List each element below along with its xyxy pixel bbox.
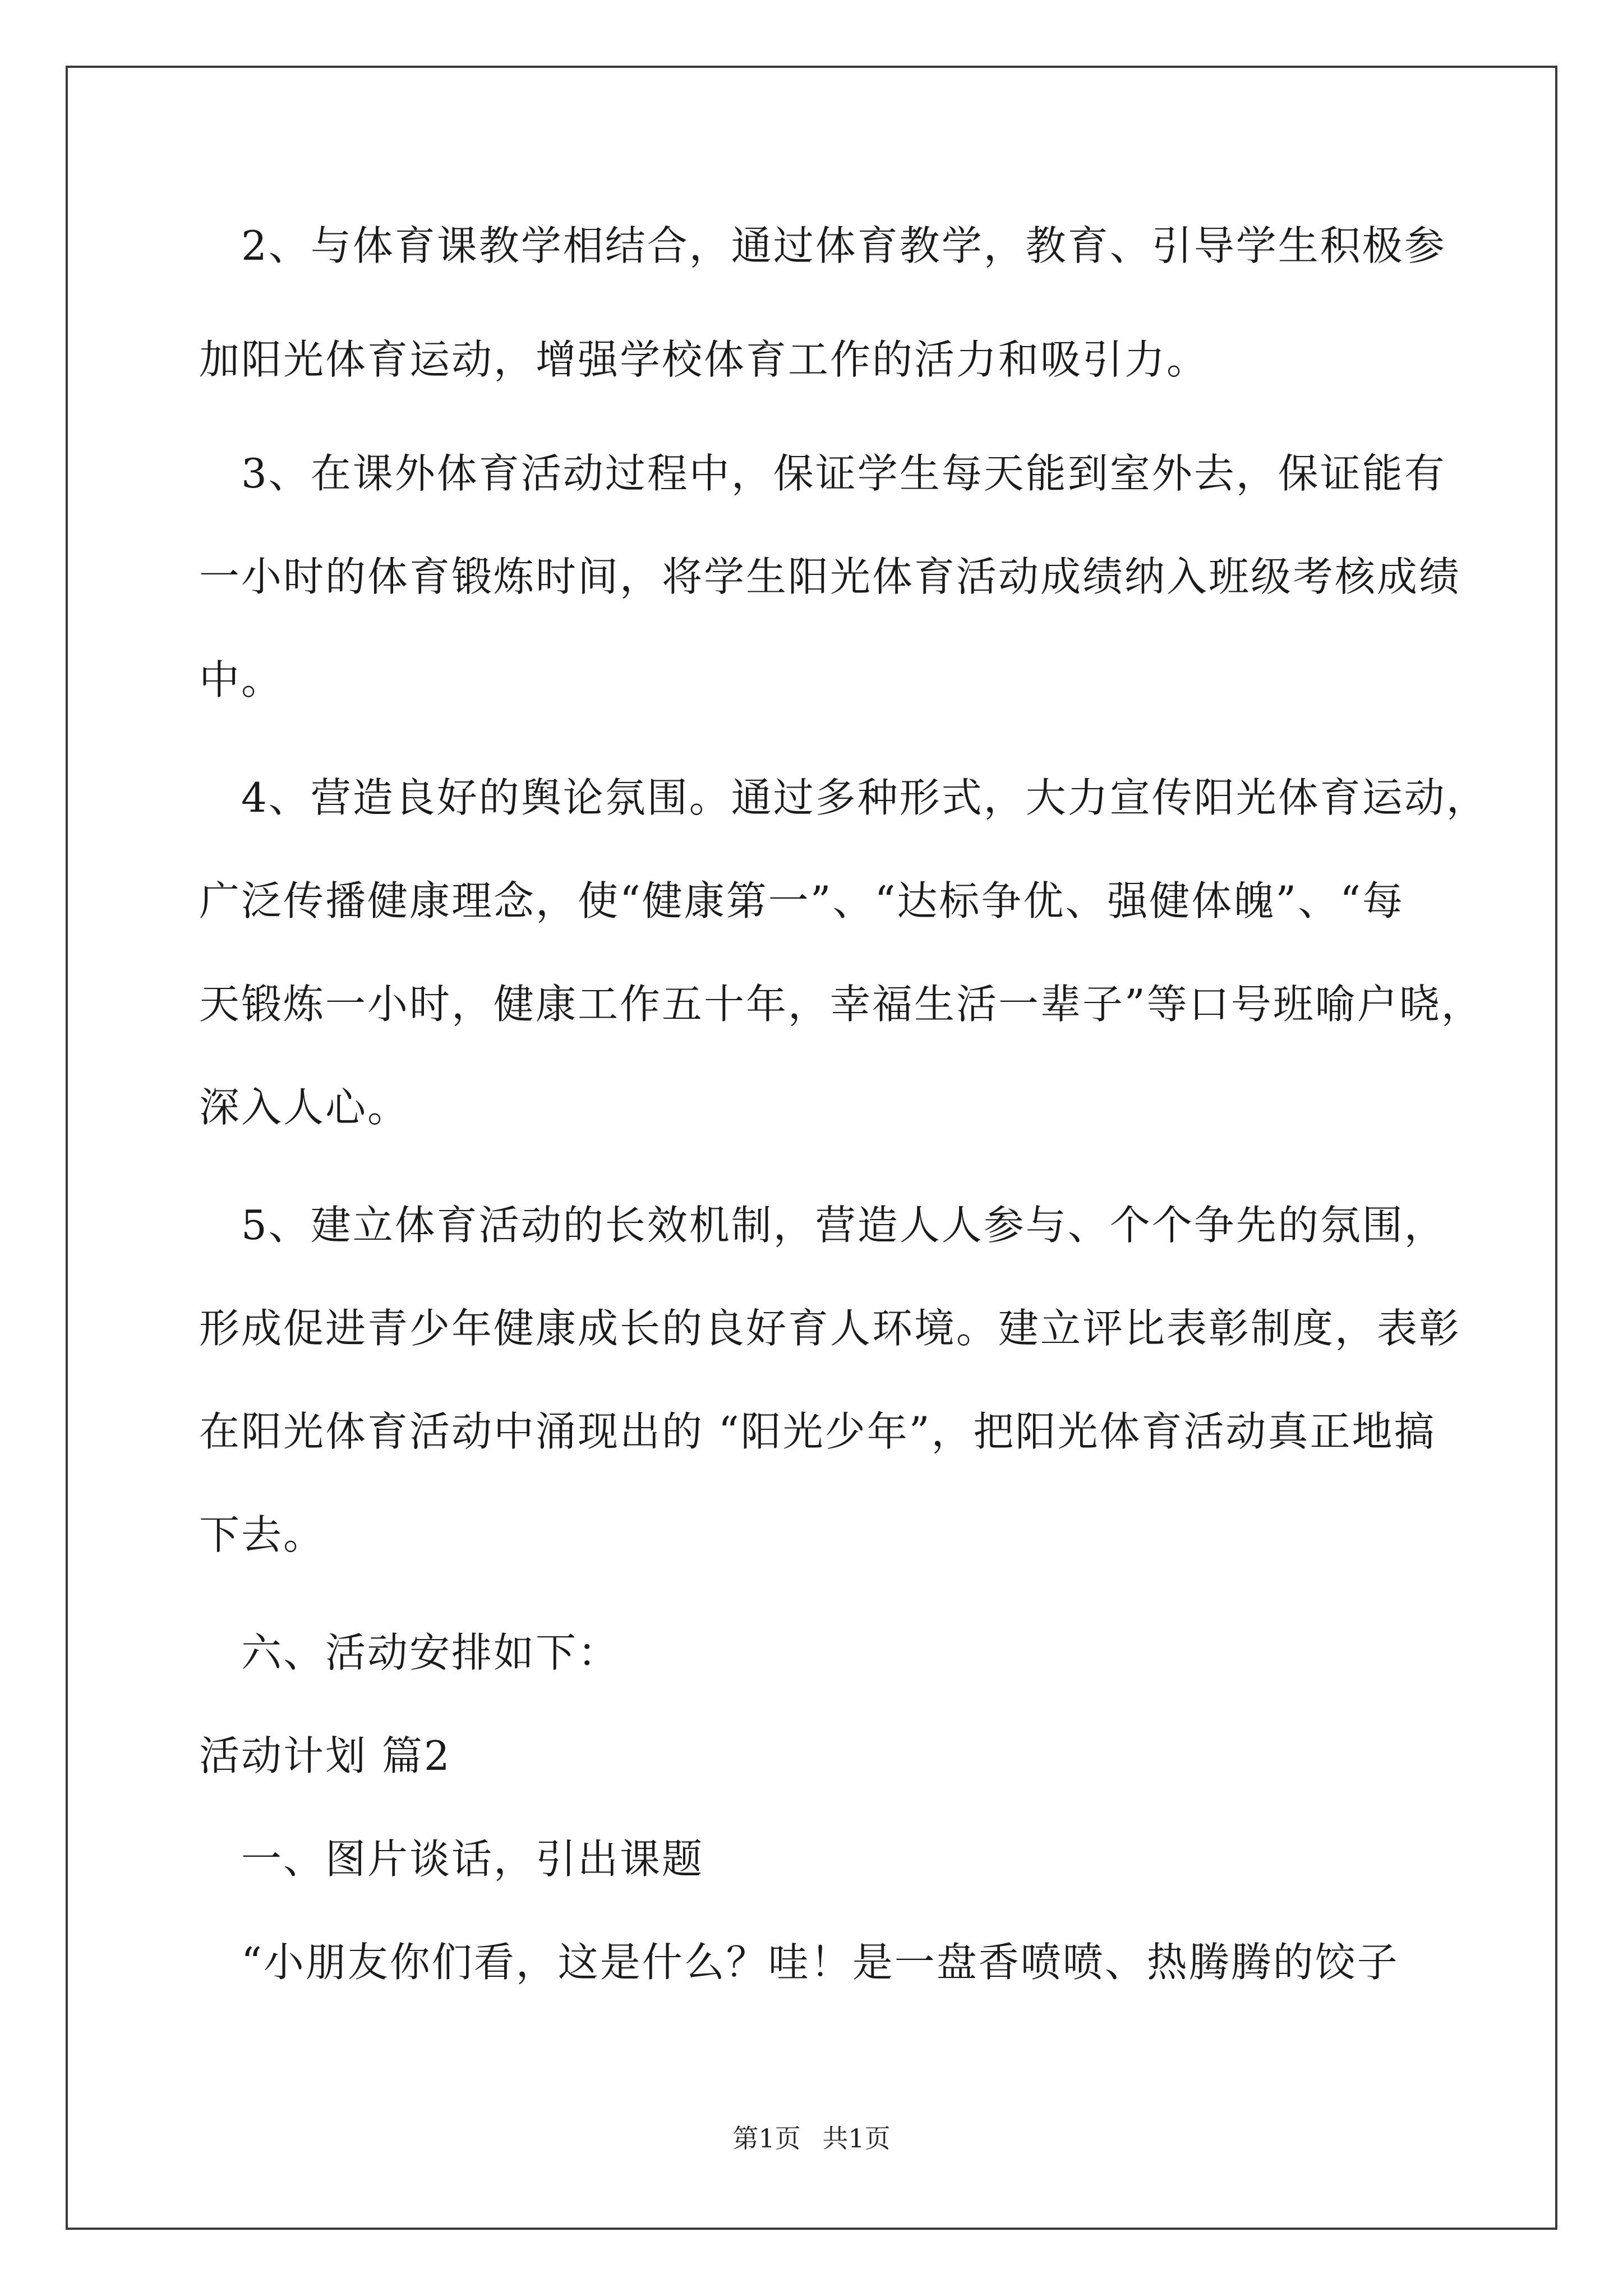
page-footer [0,2123,1623,2154]
text-line: 在阳光体育活动中涌现出的 “阳光少年”，把阳光体育活动真正地搞 [199,1408,1436,1455]
page-number: 第1页 [732,2123,801,2154]
text-line: 中。 [199,656,284,703]
text-line: 六、活动安排如下： [199,1629,620,1676]
text-line: 一、图片谈话，引出课题 [199,1835,704,1883]
text-line: 形成促进青少年健康成长的良好育人环境。建立评比表彰制度，表彰 [199,1305,1461,1352]
text-line: 5、建立体育活动的长效机制，营造人人参与、个个争先的氛围， [199,1202,1446,1249]
page-border [66,66,1557,2230]
text-line: 广泛传播健康理念，使“健康第一”、“达标争优、强健体魄”、“每 [199,877,1405,924]
text-line: 加阳光体育运动，增强学校体育工作的活力和吸引力。 [199,336,1209,383]
text-line: 下去。 [199,1511,326,1558]
text-line: “小朋友你们看，这是什么？哇！是一盘香喷喷、热腾腾的饺子 [199,1939,1399,1986]
text-line: 3、在课外体育活动过程中，保证学生每天能到室外去，保证能有 [199,450,1446,497]
text-line: 天锻炼一小时，健康工作五十年，幸福生活一辈子”等口号班喻户晓， [199,981,1483,1028]
text-line: 4、营造良好的舆论氛围。通过多种形式，大力宣传阳光体育运动， [199,774,1488,821]
text-line: 一小时的体育锻炼时间，将学生阳光体育活动成绩纳入班级考核成绩 [199,553,1461,600]
text-line: 2、与体育课教学相结合，通过体育教学，教育、引导学生积极参 [199,222,1446,269]
text-line: 深入人心。 [199,1084,410,1131]
page-total: 共1页 [822,2123,891,2154]
section-heading: 活动计划 篇2 [199,1732,451,1779]
